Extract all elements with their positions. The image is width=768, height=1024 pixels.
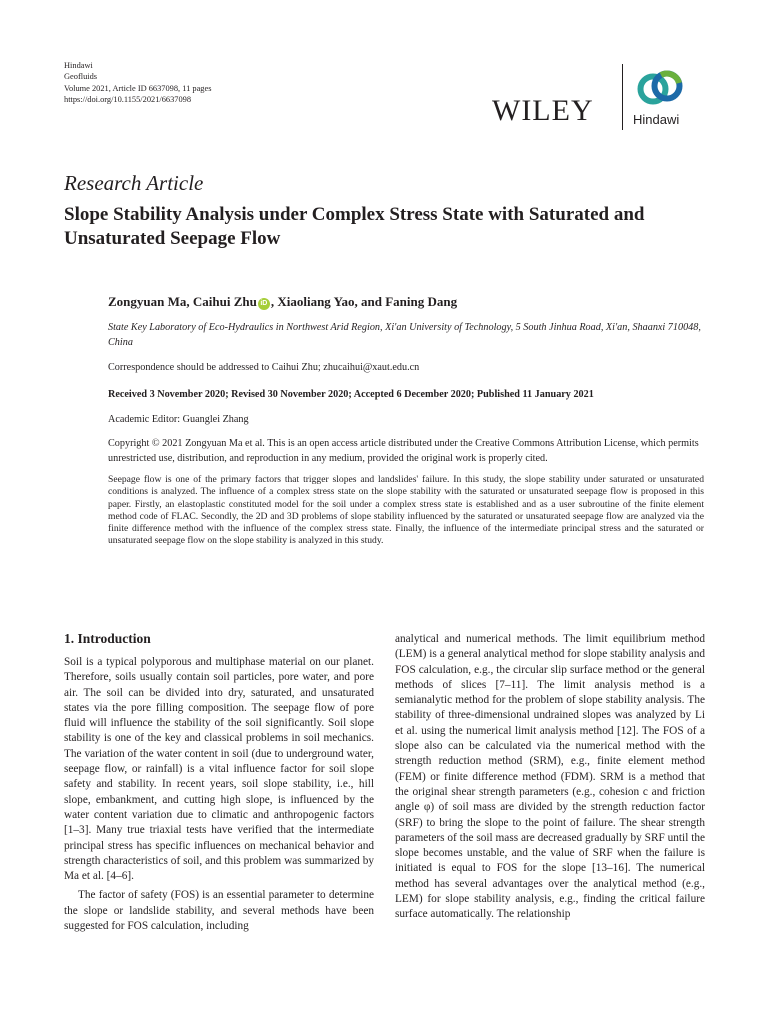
article-type: Research Article [64, 171, 204, 195]
orcid-icon[interactable]: iD [258, 298, 270, 310]
authors-part-2: , Xiaoliang Yao, and Faning Dang [270, 294, 458, 309]
copyright-notice: Copyright © 2021 Zongyuan Ma et al. This is an open access article distributed under the Creative Commons Attribution License, which permits unrestricted use, distribution, and reproduction in any medium, provided the original work is properly cited. [108, 438, 699, 464]
hindawi-rings-icon [636, 64, 684, 110]
academic-editor: Academic Editor: Guanglei Zhang [108, 414, 249, 425]
correspondence: Correspondence should be addressed to Caihui Zhu; zhucaihui@xaut.edu.cn [108, 362, 420, 373]
affiliation: State Key Laboratory of Eco-Hydraulics in Northwest Arid Region, Xi'an University of Technology, 5 South Jinhua Road, Xi'an, Shaanxi 710048, China [108, 322, 701, 348]
left-column [64, 655, 374, 934]
author-list [108, 293, 457, 311]
paragraph: analytical and numerical methods. The limit equilibrium method (LEM) is a general analytical method for slope stability analysis and FOS calculation, e.g., the circular slip surface method or the general methods of slices [7–11]. The limit analysis method is a semianalytic method for the problem of slope stability analysis. The stability of three-dimensional undrained slopes was analyzed by Li et al. using the numerical limit analysis method [12]. The FOS of a slope also can be calculated via the numerical method with the strength reduction method (SRM), e.g., finite element method (FEM) or finite difference method (FDM). SRM is a method that the original shear strength parameters (e.g., cohesion c and friction angle φ) of soil mass are divided by the strength reduction factor (SRF) to bring the slope to the point of failure. The shear strength parameters of the soil mass are decreased gradually by SRF until the slope becomes unstable, and the value of SRF when the failure is initiated is equal to FOS for the slope [13–16]. The numerical method has several advantages over the analytical method (e.g., LEM) for slope stability analysis, e.g., finding the critical failure surface automatically. The relationship [395, 633, 705, 921]
hindawi-logo-text: Hindawi [633, 112, 680, 127]
abstract: Seepage flow is one of the primary factors that trigger slopes and landslides' failure. In this study, the slope stability under saturated or unsaturated conditions is analyzed. The influence of a complex stress state on the slope stability with the saturated or unsaturated seepage flow is proposed in this paper. Firstly, an elastoplastic constituted model for the soil under a complex stress state is established and as a user subroutine of the finite element method code of FLAC. Secondly, the 2D and 3D problems of slope stability influenced by the saturated or unsaturated seepage flow are analyzed via the finite difference method with the influence of the complex stress state. Finally, the influence of the intermediate principal stress and the saturated or unsaturated seepage flow on the slope stability is analyzed in this study. [108, 474, 704, 547]
paragraph: The factor of safety (FOS) is an essential parameter to determine the slope or landslide stability, and several methods have been suggested for FOS calculation, including [64, 889, 374, 933]
logo-divider [622, 64, 623, 130]
volume-info: Volume 2021, Article ID 6637098, 11 pages [64, 83, 212, 93]
paragraph: Soil is a typical polyporous and multiphase material on our planet. Therefore, soils usually contain soil particles, pore water, and pore air. The soil can be divided into dry, saturated, and unsaturated states via the pore filling composition. The seepage flow of pore fluid will influence the stability of the soil significantly. Soil slope stability is one of the key and classical problems in soil mechanics. The variation of the water content in soil (due to underground water, seepage flow, or rainfall) is a vital influence factor for soil slope safety and stability. In recent years, soil slope stability, i.e., hill slope, embankment, and cutting high slope, is influenced by the water content variation due to climatic and anthropogenic factors [1–3]. Many true triaxial tests have verified that the intermediate principal stress has specific influences on mechanical behavior and strength characteristics of soil, and this problem was summarized by Ma et al. [4–6]. [64, 656, 374, 883]
wiley-logo: WILEY [492, 94, 594, 127]
journal-meta [64, 60, 211, 106]
right-column [395, 632, 705, 923]
article-title: Slope Stability Analysis under Complex Stress State with Saturated and Unsaturated Seepage Flow [64, 204, 645, 249]
authors-part-1: Zongyuan Ma, Caihui Zhu [108, 294, 257, 309]
journal-name: Geofluids [64, 72, 98, 82]
doi-link[interactable]: https://doi.org/10.1155/2021/6637098 [64, 95, 192, 105]
section-heading: 1. Introduction [64, 631, 151, 646]
publication-dates: Received 3 November 2020; Revised 30 November 2020; Accepted 6 December 2020; Published 11 January 2021 [108, 389, 594, 400]
publisher-name: Hindawi [64, 61, 93, 70]
